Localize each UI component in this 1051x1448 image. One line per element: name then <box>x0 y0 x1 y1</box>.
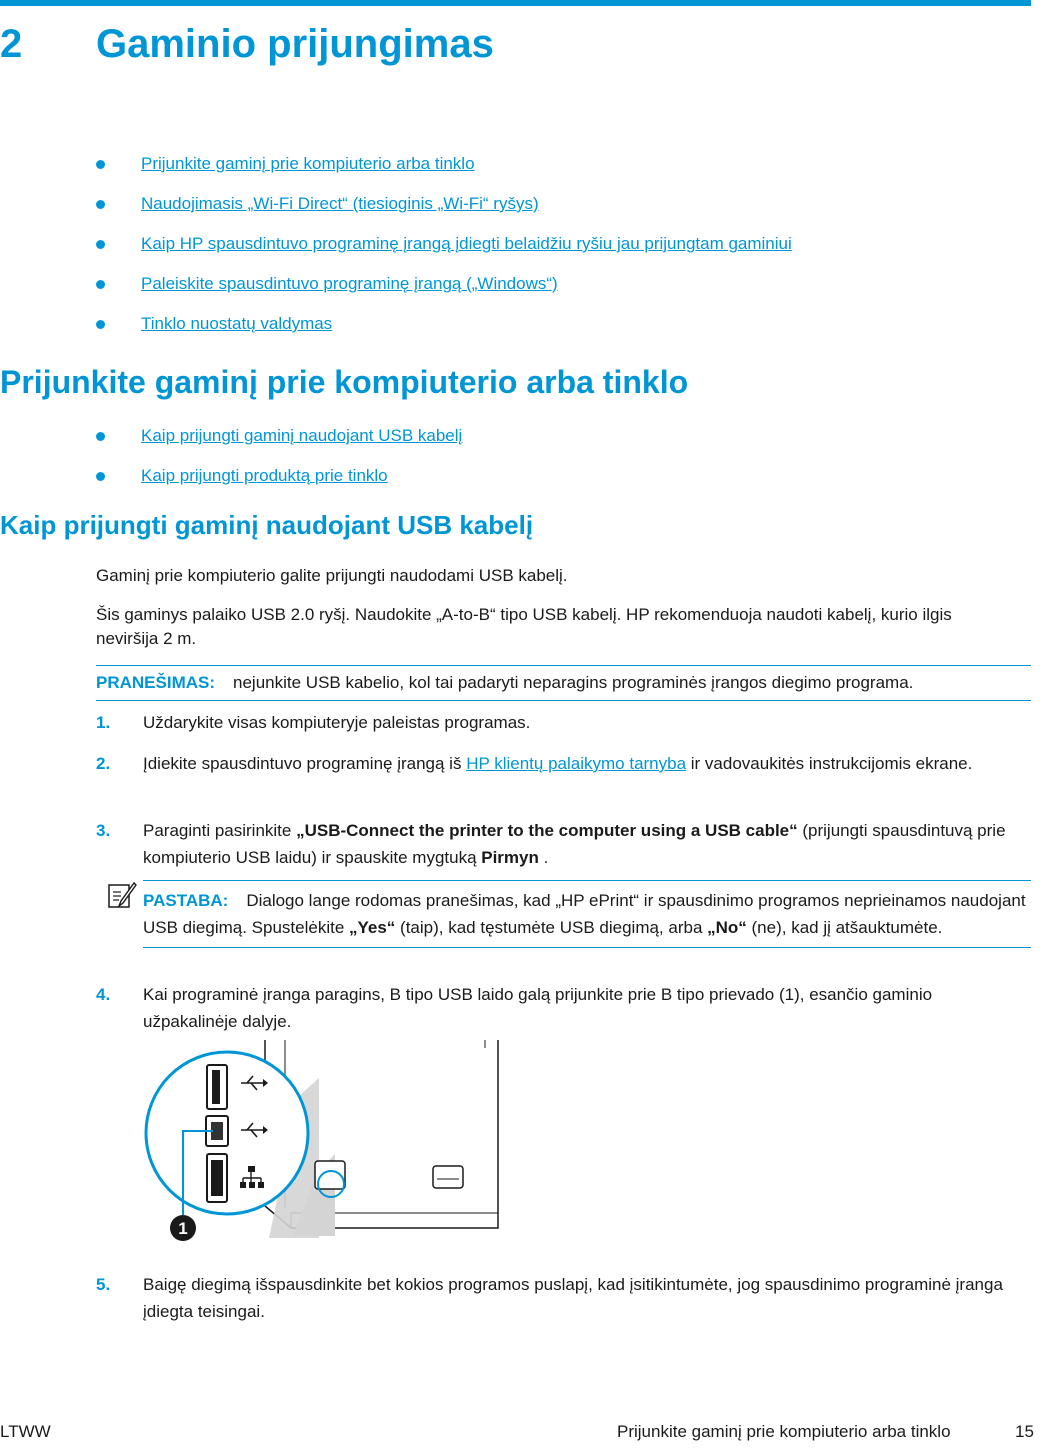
chapter-number: 2 <box>0 22 23 66</box>
notice-label: PRANEŠIMAS: <box>96 673 216 692</box>
step-text-part: (prijungti spausdintuvą prie kompiuterio USB laidu) ir spauskite mygtuką <box>143 821 1006 867</box>
callout-number: 1 <box>178 1219 188 1238</box>
list-item <box>96 424 462 464</box>
note-text: (ne), kad jį atšauktumėte. <box>746 918 943 937</box>
list-item <box>96 272 792 312</box>
link-network-connect[interactable]: Kaip prijungti produktą prie tinklo <box>141 466 388 485</box>
link-install-wireless[interactable]: Kaip HP spausdintuvo programinę įrangą įdiegti belaidžiu ryšiu jau prijungtam gaminiui <box>141 234 792 253</box>
step-text-part: Paraginti pasirinkite <box>143 821 297 840</box>
step-5 <box>96 1271 1026 1325</box>
chapter-heading <box>0 22 494 67</box>
step-text: Kai programinė įranga paragins, B tipo USB laido galą prijunkite prie B tipo prievado (1), esančio gaminio užpakalinėje dalyje. <box>143 985 933 1031</box>
step-number: 1. <box>96 713 111 732</box>
chapter-title: Gaminio prijungimas <box>96 22 494 66</box>
section-title: Prijunkite gaminį prie kompiuterio arba tinklo <box>0 364 689 400</box>
list-item <box>96 192 792 232</box>
chapter-link-list <box>96 152 792 352</box>
notice-text: nejunkite USB kabelio, kol tai padaryti neparagins programinės įrangos diegimo programa. <box>233 673 914 692</box>
step-text-part: . <box>538 848 549 867</box>
step-text-part: ir vadovaukitės instrukcijomis ekrane. <box>686 754 973 773</box>
paragraph-usb-support: Šis gaminys palaiko USB 2.0 ryšį. Naudokite „A-to-B“ tipo USB kabelį. HP rekomenduoja naudoti kabelį, kurio ilgis neviršija 2 m. <box>96 605 952 648</box>
link-hp-support[interactable]: HP klientų palaikymo tarnyba <box>466 754 687 773</box>
step-text <box>143 750 1026 777</box>
section-link-list <box>96 424 462 504</box>
step-number: 5. <box>96 1275 111 1294</box>
notice-box <box>96 665 1031 701</box>
footer-left: LTWW <box>0 1422 51 1441</box>
note-label: PASTABA: <box>143 891 229 910</box>
step-text: Baigę diegimą išspausdinkite bet kokios programos puslapį, kad įsitikintumėte, jog spausdinimo programinė įranga įdiegta teisingai. <box>143 1275 1003 1321</box>
top-rule <box>0 0 1031 6</box>
step-text-part: Įdiekite spausdintuvo programinę įrangą iš <box>143 754 467 773</box>
note-text: Dialogo lange rodomas pranešimas, kad „HP ePrint“ ir spausdinimo programos neprieinamos naudojant USB diegimą. Spustelėkite <box>143 891 1026 937</box>
link-open-printer-software[interactable]: Paleiskite spausdintuvo programinę įrangą („Windows“) <box>141 274 558 293</box>
link-network-settings[interactable]: Tinklo nuostatų valdymas <box>141 314 333 333</box>
page-number: 15 <box>1015 1422 1034 1441</box>
list-item <box>96 152 792 192</box>
next-button-label: Pirmyn <box>481 848 539 867</box>
step-2 <box>96 750 1026 777</box>
usb-option-label: „USB-Connect the printer to the computer using a USB cable“ <box>296 821 798 840</box>
subsection-title: Kaip prijungti gaminį naudojant USB kabelį <box>0 510 534 540</box>
note-box <box>143 880 1031 948</box>
step-number: 2. <box>96 754 111 773</box>
step-3 <box>96 817 1026 871</box>
step-text <box>143 817 1026 871</box>
link-wifi-direct[interactable]: Naudojimasis „Wi-Fi Direct“ (tiesioginis „Wi-Fi“ ryšys) <box>141 194 539 213</box>
link-usb-connect[interactable]: Kaip prijungti gaminį naudojant USB kabelį <box>141 426 463 445</box>
yes-label: „Yes“ <box>349 918 396 937</box>
footer-section: Prijunkite gaminį prie kompiuterio arba tinklo <box>617 1422 951 1441</box>
list-item <box>96 464 462 504</box>
no-label: „No“ <box>707 918 747 937</box>
step-4 <box>96 981 1026 1035</box>
list-item <box>96 232 792 272</box>
step-text: Uždarykite visas kompiuteryje paleistas programas. <box>143 713 531 732</box>
step-number: 4. <box>96 985 111 1004</box>
list-item <box>96 312 792 352</box>
note-text: (taip), kad tęstumėte USB diegimą, arba <box>395 918 708 937</box>
step-1 <box>96 709 1026 736</box>
printer-usb-port-illustration <box>143 1038 513 1243</box>
link-connect-computer-network[interactable]: Prijunkite gaminį prie kompiuterio arba tinklo <box>141 154 475 173</box>
paragraph-intro: Gaminį prie kompiuterio galite prijungti naudodami USB kabelį. <box>96 566 568 585</box>
note-pencil-icon <box>107 881 137 909</box>
step-number: 3. <box>96 821 111 840</box>
